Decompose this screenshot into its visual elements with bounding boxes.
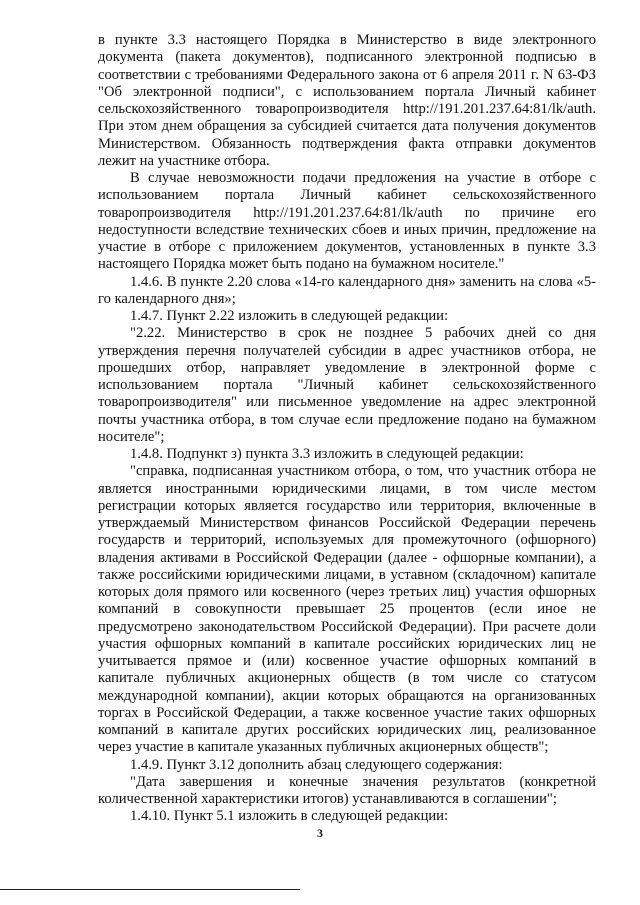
paragraph-1-4-7: 1.4.7. Пункт 2.22 изложить в следующей редакции: <box>130 308 449 324</box>
paragraph-paper-submission: В случае невозможности подачи предложения на участие в отборе с использованием портала Личный кабинет сельскохозяйственного товаропроизводителя http://191.201.237.64:81/lk/auth по причине его недоступности вследствие технических сбоев и иных причин, предложение на участие в отборе с приложением документов, установленных в пункте 3.3 настоящего Порядка может быть подано на бумажном носителе." <box>98 170 596 273</box>
paragraph-1-4-10: 1.4.10. Пункт 5.1 изложить в следующей редакции: <box>130 808 449 825</box>
page-number: 3 <box>317 826 323 840</box>
footnote-separator-line <box>0 889 300 890</box>
paragraph-1-4-8: 1.4.8. Подпункт з) пункта 3.3 изложить в следующей редакции: <box>130 446 524 462</box>
document-body <box>98 32 596 826</box>
paragraph-certificate: "справка, подписанная участником отбора, о том, что участник отбора не является иностранными юридическими лицами, в том числе местом регистрации которых является государство или территория, включенные в утверждаемый Министерством финансов Российской Федерации перечень государств и территорий, используемых для промежуточного (офшорного) владения активами в Российской Федерации (далее - офшорные компании), а также российскими юридическими лицами, в уставном (складочном) капитале которых доля прямого или косвенного (через третьих лиц) участия офшорных компаний в совокупности превышает 25 процентов (если иное не предусмотрено законодательством Российской Федерации). При расчете доли участия офшорных компаний в капитале российских юридических лиц не учитывается прямое и (или) косвенное участие офшорных компаний в капитале публичных акционерных обществ (в том числе со статусом международной компании), акции которых обращаются на организованных торгах в Российской Федерации, а также косвенное участие таких офшорных компаний в капитале других российских юридических лиц, реализованное через участие в капитале указанных публичных акционерных обществ"; <box>98 463 596 756</box>
paragraph-results-date: "Дата завершения и конечные значения результатов (конкретной количественной характеристики итогов) устанавливаются в соглашении"; <box>98 773 596 807</box>
paragraph-continuation: в пункте 3.3 настоящего Порядка в Министерство в виде электронного документа (пакета документов), подписанного электронной подписью в соответствии с требованиями Федерального закона от 6 апреля 2011 г. N 63-ФЗ "Об электронной подписи", с использованием портала Личный кабинет сельскохозяйственного товаропроизводителя http://191.201.237.64:81/lk/auth. При этом днем обращения за субсидией считается дата получения документов Министерством. Обязанность подтверждения факта отправки документов лежит на участнике отбора. <box>98 32 596 169</box>
paragraph-2-22: "2.22. Министерство в срок не позднее 5 рабочих дней со дня утверждения перечня получателей субсидии в адрес участников отбора, не прошедших отбор, направляет уведомление в электронной форме с использованием портала "Личный кабинет сельскохозяйственного товаропроизводителя" или письменное уведомление на адрес электронной почты участника отбора, в том случае если предложение подано на бумажном носителе"; <box>98 325 596 445</box>
paragraph-1-4-6: 1.4.6. В пункте 2.20 слова «14-го календарного дня» заменить на слова «5-го календарного дня»; <box>98 273 596 307</box>
paragraph-1-4-9: 1.4.9. Пункт 3.12 дополнить абзац следующего содержания: <box>130 756 503 773</box>
